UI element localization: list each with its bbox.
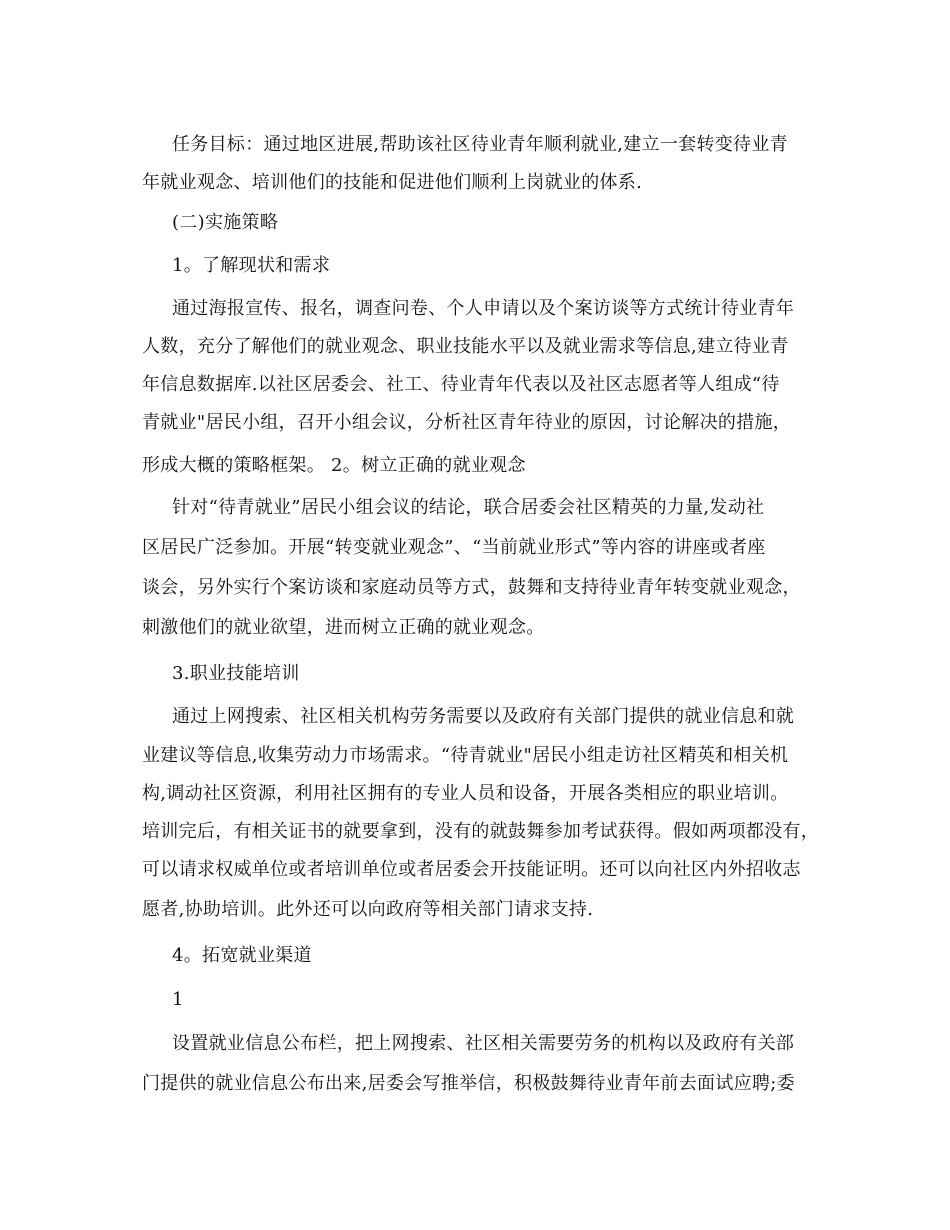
paragraph-line: 刺激他们的就业欲望，进而树立正确的就业观念。: [142, 617, 545, 638]
paragraph-line: 形成大概的策略框架。 2。树立正确的就业观念: [142, 455, 526, 476]
paragraph-line: 青就业"居民小组，召开小组会议，分析社区青年待业的原因，讨论解决的措施，: [142, 412, 792, 433]
paragraph-line: 针对“待青就业”居民小组会议的结论，联合居委会社区精英的力量,发动社: [172, 497, 765, 518]
subsection-heading: 3.职业技能培训: [172, 663, 300, 684]
paragraph-line: 任务目标：通过地区进展,帮助该社区待业青年顺利就业,建立一套转变待业青: [172, 134, 788, 155]
subsection-heading: 4。拓宽就业渠道: [172, 945, 312, 966]
paragraph-line: 年信息数据库.以社区居委会、社工、待业青年代表以及社区志愿者等人组成“待: [142, 374, 780, 395]
paragraph-line: 设置就业信息公布栏，把上网搜索、社区相关需要劳务的机构以及政府有关部: [172, 1033, 795, 1054]
paragraph-line: 通过海报宣传、报名，调查问卷、个人申请以及个案访谈等方式统计待业青年: [172, 298, 795, 319]
section-heading: (二)实施策略: [172, 212, 279, 233]
paragraph-line: 谈会，另外实行个案访谈和家庭动员等方式，鼓舞和支持待业青年转变就业观念，: [142, 577, 801, 598]
paragraph-line: 愿者,协助培训。此外还可以向政府等相关部门请求支持.: [142, 899, 594, 920]
paragraph-line: 通过上网搜索、社区相关机构劳务需要以及政府有关部门提供的就业信息和就: [172, 706, 795, 727]
paragraph-line: 可以请求权威单位或者培训单位或者居委会开技能证明。还可以向社区内外招收志: [142, 859, 801, 880]
paragraph-line: 培训完后，有相关证书的就要拿到，没有的就鼓舞参加考试获得。假如两项都没有，: [142, 821, 820, 842]
subsection-heading: 1。了解现状和需求: [172, 255, 331, 276]
page-number: 1: [172, 989, 184, 1010]
paragraph-line: 业建议等信息,收集劳动力市场需求。“待青就业"居民小组走访社区精英和相关机: [142, 745, 789, 766]
paragraph-line: 构,调动社区资源，利用社区拥有的专业人员和设备，开展各类相应的职业培训。: [142, 783, 789, 804]
paragraph-line: 门提供的就业信息公布出来,居委会写推举信，积极鼓舞待业青年前去面试应聘;委: [142, 1073, 795, 1094]
paragraph-line: 年就业观念、培训他们的技能和促进他们顺利上岗就业的体系.: [142, 172, 643, 193]
paragraph-line: 区居民广泛参加。开展“转变就业观念”、“当前就业形式”等内容的讲座或者座: [142, 537, 766, 558]
paragraph-line: 人数，充分了解他们的就业观念、职业技能水平以及就业需求等信息,建立待业青: [142, 336, 789, 357]
